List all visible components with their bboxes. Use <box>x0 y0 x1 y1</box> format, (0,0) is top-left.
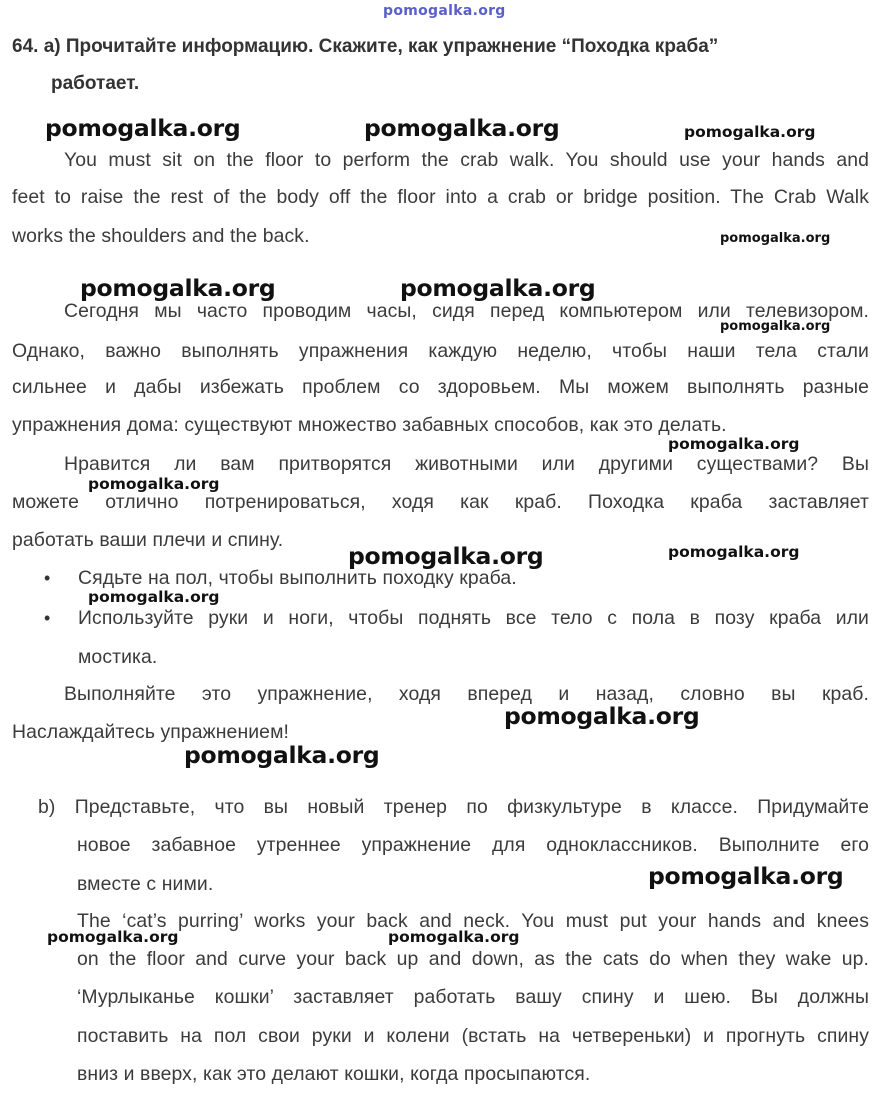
russian-text-line: Выполняйте это упражнение, ходя вперед и назад, словно вы краб. <box>64 683 869 705</box>
watermark: pomogalka.org <box>720 319 831 334</box>
part-b-text-line: b) Представьте, что вы новый тренер по физкультуре в классе. Придумайте <box>38 796 869 818</box>
watermark: pomogalka.org <box>88 588 220 606</box>
russian-text-line: сильнее и дабы избежать проблем со здоровьем. Мы можем выполнять разные <box>12 376 869 398</box>
russian-text-line: упражнения дома: существуют множество забавных способов, как это делать. <box>12 414 727 436</box>
part-b-text-line: новое забавное утреннее упражнение для одноклассников. Выполните его <box>77 834 869 856</box>
watermark: pomogalka.org <box>504 702 700 730</box>
watermark: pomogalka.org <box>45 114 241 142</box>
english-text-line: feet to raise the rest of the body off the floor into a crab or bridge position. The Crab Walk <box>12 186 869 208</box>
watermark: pomogalka.org <box>668 543 800 561</box>
russian-text-line: Однако, важно выполнять упражнения каждую неделю, чтобы наши тела стали <box>12 340 869 362</box>
part-b-english-line: The ‘cat’s purring’ works your back and neck. You must put your hands and knees <box>77 910 869 932</box>
part-b-russian-line: поставить на пол свои руки и колени (встать на четвереньки) и прогнуть спину <box>77 1025 869 1047</box>
part-b-russian-line: ‘Мурлыканье кошки’ заставляет работать вашу спину и шею. Вы должны <box>77 986 869 1008</box>
bullet-icon: • <box>44 568 51 588</box>
part-b-russian-line: вниз и вверх, как это делают кошки, когда просыпаются. <box>77 1063 591 1085</box>
watermark: pomogalka.org <box>648 862 844 890</box>
russian-text-line: Наслаждайтесь упражнением! <box>12 721 289 743</box>
site-header-link[interactable]: pomogalka.org <box>383 3 506 19</box>
english-text-line: You must sit on the floor to perform the crab walk. You should use your hands and <box>64 149 869 171</box>
english-text-line: works the shoulders and the back. <box>12 225 310 247</box>
bullet-item-continuation: мостика. <box>78 646 158 668</box>
watermark: pomogalka.org <box>80 274 276 302</box>
watermark: pomogalka.org <box>348 542 544 570</box>
russian-text-line: можете отлично потренироваться, ходя как краб. Походка краба заставляет <box>12 491 869 513</box>
watermark: pomogalka.org <box>47 928 179 946</box>
watermark: pomogalka.org <box>88 475 220 493</box>
part-b-text-line: вместе с ними. <box>77 873 214 895</box>
task-heading-line2: работает. <box>51 73 140 94</box>
watermark: pomogalka.org <box>400 274 596 302</box>
part-b-english-line: on the floor and curve your back up and down, as the cats do when they wake up. <box>77 948 869 970</box>
watermark: pomogalka.org <box>364 114 560 142</box>
russian-text-line: работать ваши плечи и спину. <box>12 529 284 551</box>
watermark: pomogalka.org <box>184 741 380 769</box>
bullet-item: Сядьте на пол, чтобы выполнить походку краба. <box>78 567 517 589</box>
russian-text-line: Сегодня мы часто проводим часы, сидя перед компьютером или телевизором. <box>64 300 869 322</box>
watermark: pomogalka.org <box>720 231 831 246</box>
bullet-item: Используйте руки и ноги, чтобы поднять все тело с пола в позу краба или <box>78 607 869 629</box>
bullet-icon: • <box>44 608 51 628</box>
task-heading-line1: 64. a) Прочитайте информацию. Скажите, как упражнение “Походка краба” <box>12 36 719 57</box>
watermark: pomogalka.org <box>388 928 520 946</box>
russian-text-line: Нравится ли вам притворятся животными или другими существами? Вы <box>64 453 869 475</box>
watermark: pomogalka.org <box>668 435 800 453</box>
watermark: pomogalka.org <box>684 123 816 141</box>
